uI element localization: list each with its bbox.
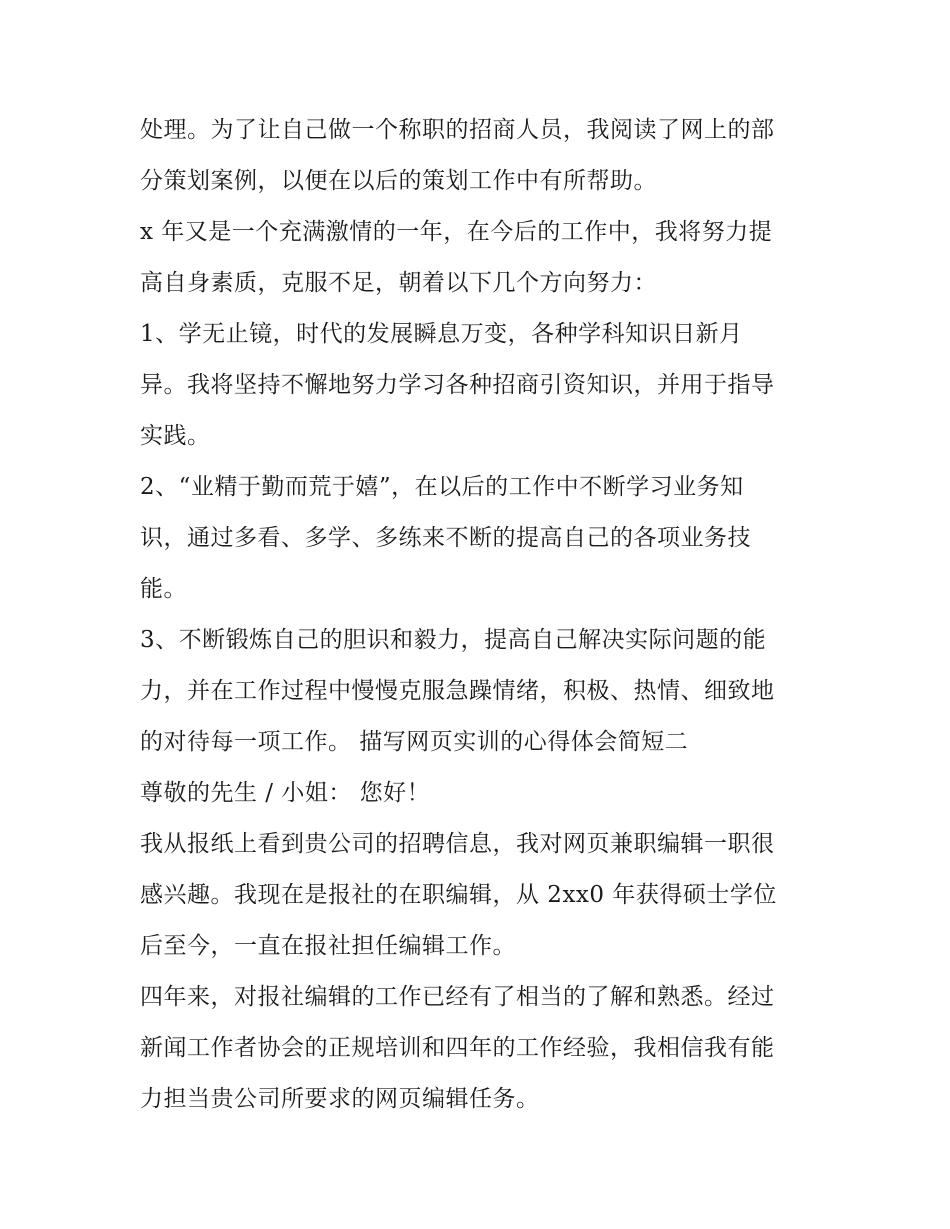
text-line: 高自身素质，克服不足，朝着以下几个方向努力：	[140, 270, 657, 296]
text-line: 1、学无止镜，时代的发展瞬息万变，各种学科知识日新月	[140, 321, 743, 347]
text-line: 3、不断锻炼自己的胆识和毅力，提高自己解决实际问题的能	[140, 627, 767, 653]
text-line: 四年来，对报社编辑的工作已经有了相当的了解和熟悉。经过	[140, 984, 775, 1010]
text-line: 尊敬的先生 / 小姐： 您好！	[140, 780, 431, 806]
text-line: 能。	[140, 576, 187, 602]
text-line: 感兴趣。我现在是报社的在职编辑，从 2xx0 年获得硕士学位	[140, 882, 777, 908]
text-line: 力，并在工作过程中慢慢克服急躁情绪，积极、热情、细致地	[140, 678, 775, 704]
text-line: x 年又是一个充满激情的一年，在今后的工作中，我将努力提	[140, 219, 773, 245]
text-line: 后至今，一直在报社担任编辑工作。	[140, 933, 516, 959]
text-line: 分策划案例，以便在以后的策划工作中有所帮助。	[140, 168, 657, 194]
text-line: 异。我将坚持不懈地努力学习各种招商引资知识，并用于指导	[140, 372, 775, 398]
text-line: 力担当贵公司所要求的网页编辑任务。	[140, 1086, 540, 1112]
text-line: 新闻工作者协会的正规培训和四年的工作经验，我相信我有能	[140, 1035, 775, 1061]
text-line: 2、“业精于勤而荒于嬉”，在以后的工作中不断学习业务知	[140, 474, 744, 500]
text-line: 的对待每一项工作。 描写网页实训的心得体会简短二	[140, 729, 689, 755]
text-line: 实践。	[140, 423, 211, 449]
text-line: 我从报纸上看到贵公司的招聘信息，我对网页兼职编辑一职很	[140, 831, 775, 857]
text-line: 处理。为了让自己做一个称职的招商人员，我阅读了网上的部	[140, 117, 775, 143]
text-line: 识，通过多看、多学、多练来不断的提高自己的各项业务技	[140, 525, 751, 551]
document-body	[140, 105, 820, 1125]
